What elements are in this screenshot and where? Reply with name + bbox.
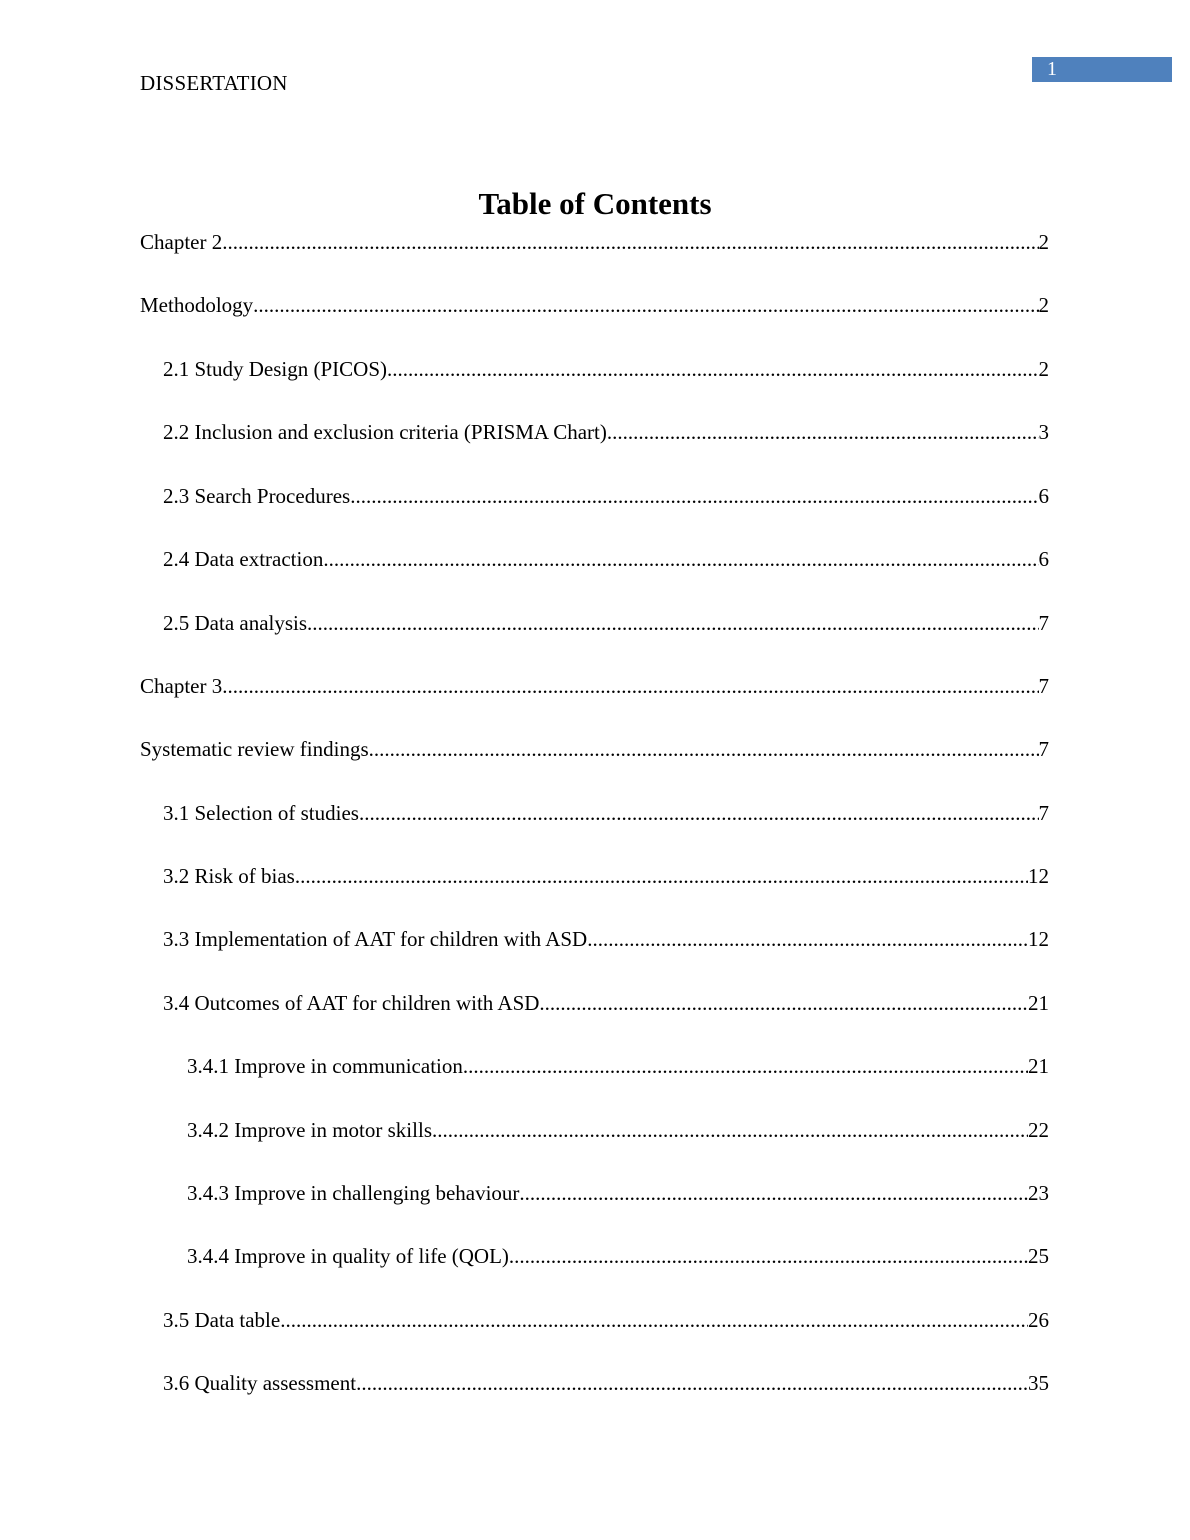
toc-entry-page: 21 xyxy=(1028,991,1049,1015)
toc-entry-methodology[interactable] xyxy=(140,290,1049,320)
toc-entry-page: 12 xyxy=(1028,864,1049,888)
toc-dot-leader xyxy=(387,354,1038,384)
toc-entry-page: 22 xyxy=(1028,1118,1049,1142)
toc-entry-label: 3.2 Risk of bias xyxy=(163,864,295,888)
page-number: 1 xyxy=(1047,58,1057,80)
toc-entry-3-4-2[interactable] xyxy=(187,1115,1049,1145)
toc-entry-page: 2 xyxy=(1038,293,1049,317)
toc-entry-label: 3.4.1 Improve in communication xyxy=(187,1054,463,1078)
toc-entry-page: 25 xyxy=(1028,1244,1049,1268)
toc-dot-leader xyxy=(307,608,1038,638)
toc-dot-leader xyxy=(323,544,1038,574)
toc-entry-label: 3.1 Selection of studies xyxy=(163,801,359,825)
toc-dot-leader xyxy=(222,671,1038,701)
toc-entry-page: 7 xyxy=(1038,737,1049,761)
toc-dot-leader xyxy=(519,1178,1028,1208)
toc-dot-leader xyxy=(295,861,1028,891)
toc-dot-leader xyxy=(350,481,1038,511)
toc-entry-label: 3.4.3 Improve in challenging behaviour xyxy=(187,1181,520,1205)
toc-dot-leader xyxy=(253,290,1038,320)
toc-entry-systematic-review-findings[interactable] xyxy=(140,734,1049,764)
toc-entry-label: 3.4 Outcomes of AAT for children with ASD xyxy=(163,991,540,1015)
toc-entry-3-2[interactable] xyxy=(163,861,1049,891)
toc-entry-3-4-1[interactable] xyxy=(187,1051,1049,1081)
toc-entry-chapter-3[interactable] xyxy=(140,671,1049,701)
toc-entry-label: 3.5 Data table xyxy=(163,1308,281,1332)
toc-dot-leader xyxy=(539,988,1028,1018)
toc-entry-label: 2.2 Inclusion and exclusion criteria (PRISMA Chart) xyxy=(163,420,607,444)
toc-entry-3-4-4[interactable] xyxy=(187,1241,1049,1271)
toc-entry-label: 2.1 Study Design (PICOS) xyxy=(163,357,388,381)
toc-entry-3-3[interactable] xyxy=(163,924,1049,954)
toc-entry-page: 21 xyxy=(1028,1054,1049,1078)
toc-heading: Table of Contents xyxy=(478,186,712,221)
toc-entry-label: Chapter 2 xyxy=(140,230,223,254)
toc-entry-label: Chapter 3 xyxy=(140,674,223,698)
toc-entry-page: 26 xyxy=(1028,1308,1049,1332)
toc-entry-page: 7 xyxy=(1038,801,1049,825)
toc-entry-label: 3.4.2 Improve in motor skills xyxy=(187,1118,432,1142)
toc-dot-leader xyxy=(607,417,1039,447)
toc-dot-leader xyxy=(369,734,1039,764)
toc-entry-chapter-2[interactable] xyxy=(140,227,1049,257)
toc-entry-page: 35 xyxy=(1028,1371,1049,1395)
toc-dot-leader xyxy=(432,1115,1028,1145)
toc-entry-page: 2 xyxy=(1038,230,1049,254)
toc-dot-leader xyxy=(222,227,1038,257)
toc-entry-2-3[interactable] xyxy=(163,481,1049,511)
toc-entry-2-4[interactable] xyxy=(163,544,1049,574)
toc-entry-2-2[interactable] xyxy=(163,417,1049,447)
toc-entry-label: 2.5 Data analysis xyxy=(163,611,308,635)
toc-entry-3-6[interactable] xyxy=(163,1368,1049,1398)
toc-entry-page: 7 xyxy=(1038,611,1049,635)
toc-entry-page: 2 xyxy=(1038,357,1049,381)
toc-entry-page: 3 xyxy=(1038,420,1049,444)
toc-entry-3-5[interactable] xyxy=(163,1305,1049,1335)
toc-entry-label: 2.3 Search Procedures xyxy=(163,484,351,508)
toc-entry-label: 2.4 Data extraction xyxy=(163,547,324,571)
running-header-title: DISSERTATION xyxy=(140,71,288,95)
toc-entry-3-4[interactable] xyxy=(163,988,1049,1018)
toc-entry-3-1[interactable] xyxy=(163,798,1049,828)
toc-entry-2-5[interactable] xyxy=(163,608,1049,638)
toc-dot-leader xyxy=(587,924,1028,954)
toc-dot-leader xyxy=(356,1368,1028,1398)
toc-entry-page: 23 xyxy=(1028,1181,1049,1205)
toc-dot-leader xyxy=(280,1305,1028,1335)
toc-entry-2-1[interactable] xyxy=(163,354,1049,384)
toc-entry-page: 6 xyxy=(1038,547,1049,571)
toc-entry-page: 12 xyxy=(1028,927,1049,951)
toc-entry-label: 3.3 Implementation of AAT for children with ASD xyxy=(163,927,588,951)
toc-entry-page: 6 xyxy=(1038,484,1049,508)
toc-dot-leader xyxy=(359,798,1039,828)
toc-entry-label: 3.6 Quality assessment xyxy=(163,1371,357,1395)
toc-entry-page: 7 xyxy=(1038,674,1049,698)
toc-dot-leader xyxy=(463,1051,1028,1081)
toc-entry-label: 3.4.4 Improve in quality of life (QOL) xyxy=(187,1244,509,1268)
toc-entry-3-4-3[interactable] xyxy=(187,1178,1049,1208)
toc-dot-leader xyxy=(509,1241,1028,1271)
toc-entry-label: Systematic review findings xyxy=(140,737,369,761)
toc-entry-label: Methodology xyxy=(140,293,254,317)
